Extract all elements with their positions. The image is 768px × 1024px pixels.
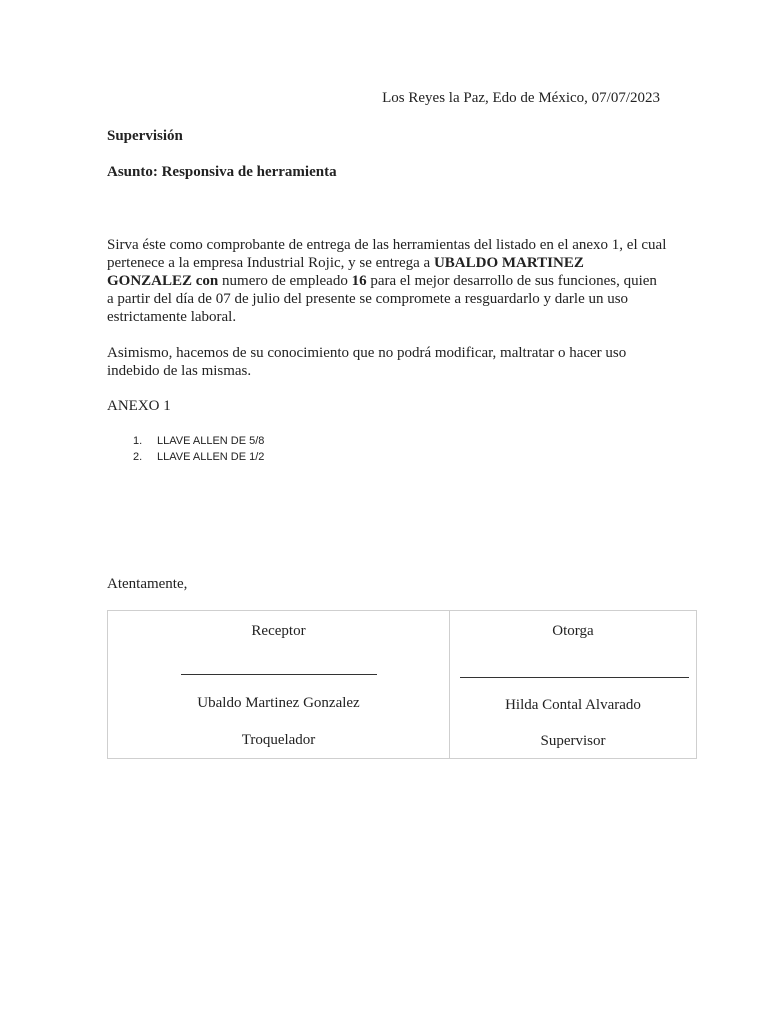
issuer-signature-line xyxy=(460,677,689,678)
place-date: Los Reyes la Paz, Edo de México, 07/07/2023 xyxy=(382,90,660,106)
p1-text-a: Sirva éste como comprobante de entrega de las herramientas del listado en el anexo 1, el cual pertenece a la empresa Industrial Rojic, y se entrega a xyxy=(107,237,667,271)
list-item-label: LLAVE ALLEN DE 5/8 xyxy=(157,435,265,447)
list-item xyxy=(133,433,264,449)
list-item-label: LLAVE ALLEN DE 1/2 xyxy=(157,451,265,463)
tool-list xyxy=(133,433,264,465)
receiver-title: Troquelador xyxy=(241,732,316,748)
receiver-cell xyxy=(108,611,450,758)
list-item xyxy=(133,449,264,465)
issuer-role: Otorga xyxy=(552,623,594,639)
annex-title: ANEXO 1 xyxy=(107,398,171,414)
issuer-title: Supervisor xyxy=(540,733,606,749)
recipient-line: Supervisión xyxy=(107,128,183,144)
list-item-number: 1. xyxy=(133,435,143,447)
issuer-cell xyxy=(450,611,696,758)
list-item-number: 2. xyxy=(133,451,143,463)
receiver-name: Ubaldo Martinez Gonzalez xyxy=(197,695,360,711)
body-paragraph-1 xyxy=(107,236,667,326)
employee-name: UBALDO MARTINEZ GONZALEZ con xyxy=(107,255,584,289)
p1-text-e: para el mejor desarrollo de sus funciones, quien a partir del día de 07 de julio del presente se compromete a resguardarlo y darle un uso estrictamente laboral. xyxy=(107,273,657,325)
closing: Atentamente, xyxy=(107,576,188,592)
body-paragraph-2: Asimismo, hacemos de su conocimiento que no podrá modificar, maltratar o hacer uso indebido de las mismas. xyxy=(107,345,627,379)
issuer-name: Hilda Contal Alvarado xyxy=(505,697,641,713)
signature-table xyxy=(107,610,697,759)
p1-text-c: numero de empleado xyxy=(218,273,352,289)
receiver-signature-line xyxy=(181,674,377,675)
subject-line: Asunto: Responsiva de herramienta xyxy=(107,164,337,180)
employee-number: 16 xyxy=(351,273,367,289)
receiver-role: Receptor xyxy=(251,623,306,639)
